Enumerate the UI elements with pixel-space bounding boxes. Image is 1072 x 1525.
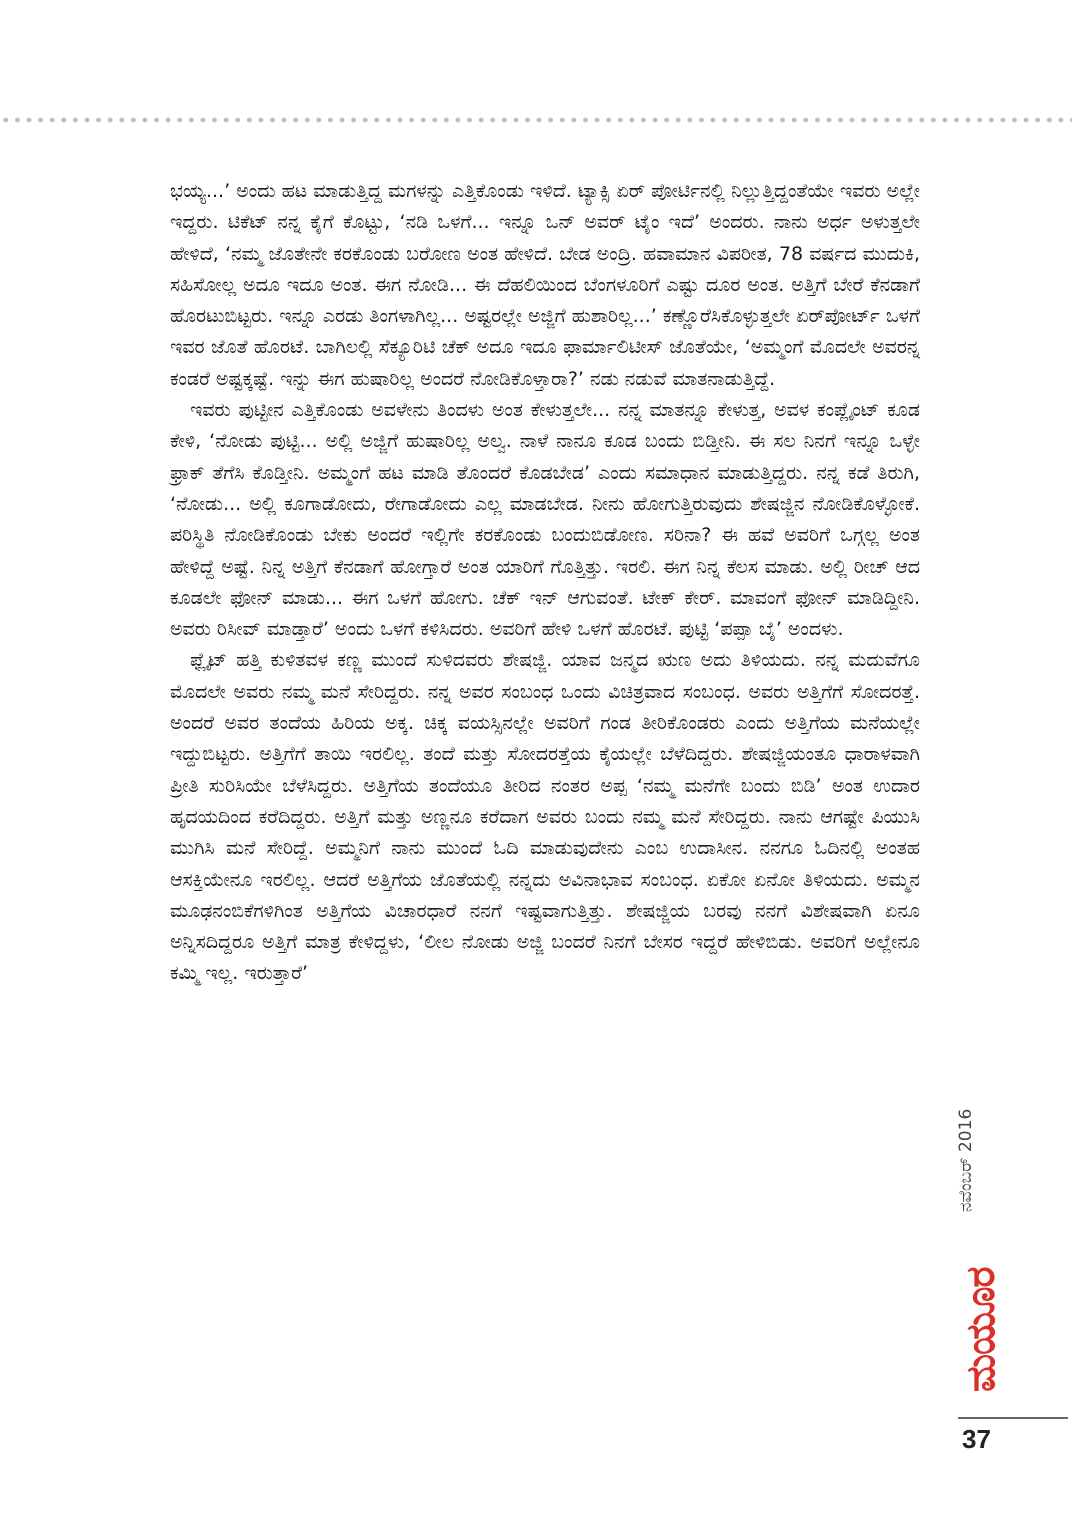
article-body [170,176,920,990]
issue-date-text: ನವೆಂಬರ್ 2016 [956,1108,976,1212]
paragraph-1: ಭಯ್ಯ...’ ಅಂದು ಹಟ ಮಾಡುತ್ತಿದ್ದ ಮಗಳನ್ನು ಎತ್ತಿಕೊಂಡು ಇಳಿದೆ. ಟ್ಯಾಕ್ಸಿ ಏರ್ ಪೋರ್ಟಿನಲ್ಲಿ ನಿಲ್ಲುತ್ತಿದ್ದಂತೆಯೇ ಇವರು ಅಲ್ಲೇ ಇದ್ದರು. ಟಿಕೆಟ್ ನನ್ನ ಕೈಗೆ ಕೊಟ್ಟು, ‘ನಡಿ ಒಳಗೆ... ಇನ್ನೂ ಒನ್ ಅವರ್ ಟೈಂ ಇದೆ’ ಅಂದರು. ನಾನು ಅರ್ಧ ಅಳುತ್ತಲೇ ಹೇಳಿದೆ, ‘ನಮ್ಮ ಜೊತೇನೇ ಕರಕೊಂಡು ಬರೋಣ ಅಂತ ಹೇಳಿದೆ. ಬೇಡ ಅಂದ್ರಿ. ಹವಾಮಾನ ವಿಪರೀತ, 78 ವರ್ಷದ ಮುದುಕಿ, ಸಹಿಸೋಲ್ಲ ಅದೂ ಇದೂ ಅಂತ. ಈಗ ನೋಡಿ... ಈ ದೆಹಲಿಯಿಂದ ಬೆಂಗಳೂರಿಗೆ ಎಷ್ಟು ದೂರ ಅಂತ. ಅತ್ತಿಗೆ ಬೇರೆ ಕೆನಡಾಗೆ ಹೊರಟುಬಿಟ್ಟರು. ಇನ್ನೂ ಎರಡು ತಿಂಗಳಾಗಿಲ್ಲ... ಅಷ್ಟರಲ್ಲೇ ಅಜ್ಜಿಗೆ ಹುಶಾರಿಲ್ಲ...’ ಕಣ್ಣೊರೆಸಿಕೊಳ್ಳುತ್ತಲೇ ಏರ್‌ಪೋರ್ಟ್ ಒಳಗೆ ಇವರ ಜೊತೆ ಹೊರಟೆ. ಬಾಗಿಲಲ್ಲಿ ಸೆಕ್ಯೂರಿಟಿ ಚೆಕ್ ಅದೂ ಇದೂ ಫಾರ್ಮಾಲಿಟೀಸ್ ಜೊತೆಯೇ, ‘ಅಮ್ಮಂಗೆ ಮೊದಲೇ ಅವರನ್ನ ಕಂಡರೆ ಅಷ್ಟಕ್ಕಷ್ಟೆ. ಇನ್ನು ಈಗ ಹುಷಾರಿಲ್ಲ ಅಂದರೆ ನೋಡಿಕೊಳ್ತಾರಾ?’ ನಡು ನಡುವೆ ಮಾತನಾಡುತ್ತಿದ್ದೆ. [170,180,920,390]
page-number: 37 [962,1424,991,1454]
paragraph-3: ಫ್ಲೈಟ್ ಹತ್ತಿ ಕುಳಿತವಳ ಕಣ್ಣ ಮುಂದೆ ಸುಳಿದವರು ಶೇಷಜ್ಜಿ. ಯಾವ ಜನ್ಮದ ಋಣ ಅದು ತಿಳಿಯದು. ನನ್ನ ಮದುವೆಗೂ ಮೊದಲೇ ಅವರು ನಮ್ಮ ಮನೆ ಸೇರಿದ್ದರು. ನನ್ನ ಅವರ ಸಂಬಂಧ ಒಂದು ವಿಚಿತ್ರವಾದ ಸಂಬಂಧ. ಅವರು ಅತ್ತಿಗೆಗೆ ಸೋದರತ್ತೆ. ಅಂದರೆ ಅವರ ತಂದೆಯ ಹಿರಿಯ ಅಕ್ಕ. ಚಿಕ್ಕ ವಯಸ್ಸಿನಲ್ಲೇ ಅವರಿಗೆ ಗಂಡ ತೀರಿಕೊಂಡರು ಎಂದು ಅತ್ತಿಗೆಯ ಮನೆಯಲ್ಲೇ ಇದ್ದುಬಿಟ್ಟರು. ಅತ್ತಿಗೆಗೆ ತಾಯಿ ಇರಲಿಲ್ಲ. ತಂದೆ ಮತ್ತು ಸೋದರತ್ತೆಯ ಕೈಯಲ್ಲೇ ಬೆಳೆದಿದ್ದರು. ಶೇಷಜ್ಜಿಯಂತೂ ಧಾರಾಳವಾಗಿ ಪ್ರೀತಿ ಸುರಿಸಿಯೇ ಬೆಳೆಸಿದ್ದರು. ಅತ್ತಿಗೆಯ ತಂದೆಯೂ ತೀರಿದ ನಂತರ ಅಪ್ಪ ‘ನಮ್ಮ ಮನೆಗೇ ಬಂದು ಬಿಡಿ’ ಅಂತ ಉದಾರ ಹೃದಯದಿಂದ ಕರೆದಿದ್ದರು. ಅತ್ತಿಗೆ ಮತ್ತು ಅಣ್ಣನೂ ಕರೆದಾಗ ಅವರು ಬಂದು ನಮ್ಮ ಮನೆ ಸೇರಿದ್ದರು. ನಾನು ಆಗಷ್ಟೇ ಪಿಯುಸಿ ಮುಗಿಸಿ ಮನೆ ಸೇರಿದ್ದೆ. ಅಮ್ಮನಿಗೆ ನಾನು ಮುಂದೆ ಓದಿ ಮಾಡುವುದೇನು ಎಂಬ ಉದಾಸೀನ. ನನಗೂ ಓದಿನಲ್ಲಿ ಅಂತಹ ಆಸಕ್ತಿಯೇನೂ ಇರಲಿಲ್ಲ. ಆದರೆ ಅತ್ತಿಗೆಯ ಜೊತೆಯಲ್ಲಿ ನನ್ನದು ಅವಿನಾಭಾವ ಸಂಬಂಧ. ಏಕೋ ಏನೋ ತಿಳಿಯದು. ಅಮ್ಮನ ಮೂಢನಂಬಿಕೆಗಳಿಗಿಂತ ಅತ್ತಿಗೆಯ ವಿಚಾರಧಾರೆ ನನಗೆ ಇಷ್ಟವಾಗುತ್ತಿತ್ತು. ಶೇಷಜ್ಜಿಯ ಬರವು ನನಗೆ ವಿಶೇಷವಾಗಿ ಏನೂ ಅನ್ನಿಸದಿದ್ದರೂ ಅತ್ತಿಗೆ ಮಾತ್ರ ಕೇಳಿದ್ದಳು, ‘ಲೀಲ ನೋಡು ಅಜ್ಜಿ ಬಂದರೆ ನಿನಗೆ ಬೇಸರ ಇದ್ದರೆ ಹೇಳಿಬಿಡು. ಅವರಿಗೆ ಅಲ್ಲೇನೂ ಕಮ್ಮಿ ಇಲ್ಲ. ಇರುತ್ತಾರೆ’ [170,649,920,985]
paragraph-2: ಇವರು ಪುಟ್ಟೀನ ಎತ್ತಿಕೊಂಡು ಅವಳೇನು ತಿಂದಳು ಅಂತ ಕೇಳುತ್ತಲೇ... ನನ್ನ ಮಾತನ್ನೂ ಕೇಳುತ್ತ, ಅವಳ ಕಂಪ್ಲೈಂಟ್ ಕೂಡ ಕೇಳಿ, ‘ನೋಡು ಪುಟ್ಟಿ... ಅಲ್ಲಿ ಅಜ್ಜಿಗೆ ಹುಷಾರಿಲ್ಲ ಅಲ್ವ. ನಾಳೆ ನಾನೂ ಕೂಡ ಬಂದು ಬಿಡ್ತೀನಿ. ಈ ಸಲ ನಿನಗೆ ಇನ್ನೂ ಒಳ್ಳೇ ಫ್ರಾಕ್ ತೆಗೆಸಿ ಕೊಡ್ತೀನಿ. ಅಮ್ಮಂಗೆ ಹಟ ಮಾಡಿ ತೊಂದರೆ ಕೊಡಬೇಡ’ ಎಂದು ಸಮಾಧಾನ ಮಾಡುತ್ತಿದ್ದರು. ನನ್ನ ಕಡೆ ತಿರುಗಿ, ‘ನೋಡು... ಅಲ್ಲಿ ಕೂಗಾಡೋದು, ರೇಗಾಡೋದು ಎಲ್ಲ ಮಾಡಬೇಡ. ನೀನು ಹೋಗುತ್ತಿರುವುದು ಶೇಷಜ್ಜಿನ ನೋಡಿಕೊಳ್ಳೋಕೆ. ಪರಿಸ್ಥಿತಿ ನೋಡಿಕೊಂಡು ಬೇಕು ಅಂದರೆ ಇಲ್ಲಿಗೇ ಕರಕೊಂಡು ಬಂದುಬಿಡೋಣ. ಸರಿನಾ? ಈ ಹವೆ ಅವರಿಗೆ ಒಗ್ಗಲ್ಲ ಅಂತ ಹೇಳಿದ್ದೆ ಅಷ್ಟೆ. ನಿನ್ನ ಅತ್ತಿಗೆ ಕೆನಡಾಗೆ ಹೋಗ್ತಾರೆ ಅಂತ ಯಾರಿಗೆ ಗೊತ್ತಿತ್ತು. ಇರಲಿ. ಈಗ ನಿನ್ನ ಕೆಲಸ ಮಾಡು. ಅಲ್ಲಿ ರೀಚ್ ಆದ ಕೂಡಲೇ ಫೋನ್ ಮಾಡು... ಈಗ ಒಳಗೆ ಹೋಗು. ಚೆಕ್ ಇನ್ ಆಗುವಂತೆ. ಟೇಕ್ ಕೇರ್. ಮಾವಂಗೆ ಫೋನ್ ಮಾಡಿದ್ದೀನಿ. ಅವರು ರಿಸೀವ್ ಮಾಡ್ತಾರೆ’ ಅಂದು ಒಳಗೆ ಕಳಿಸಿದರು. ಅವರಿಗೆ ಹೇಳಿ ಒಳಗೆ ಹೊರಟೆ. ಪುಟ್ಟಿ ‘ಪಪ್ಪಾ ಬೈ’ ಅಂದಳು. [170,399,920,641]
footer-rule [958,1417,1068,1419]
dotted-header-rule [0,116,1072,124]
magazine-sidebar [920,1090,1050,1420]
magazine-logo-text: ಮಯೂರ [958,1267,1004,1392]
